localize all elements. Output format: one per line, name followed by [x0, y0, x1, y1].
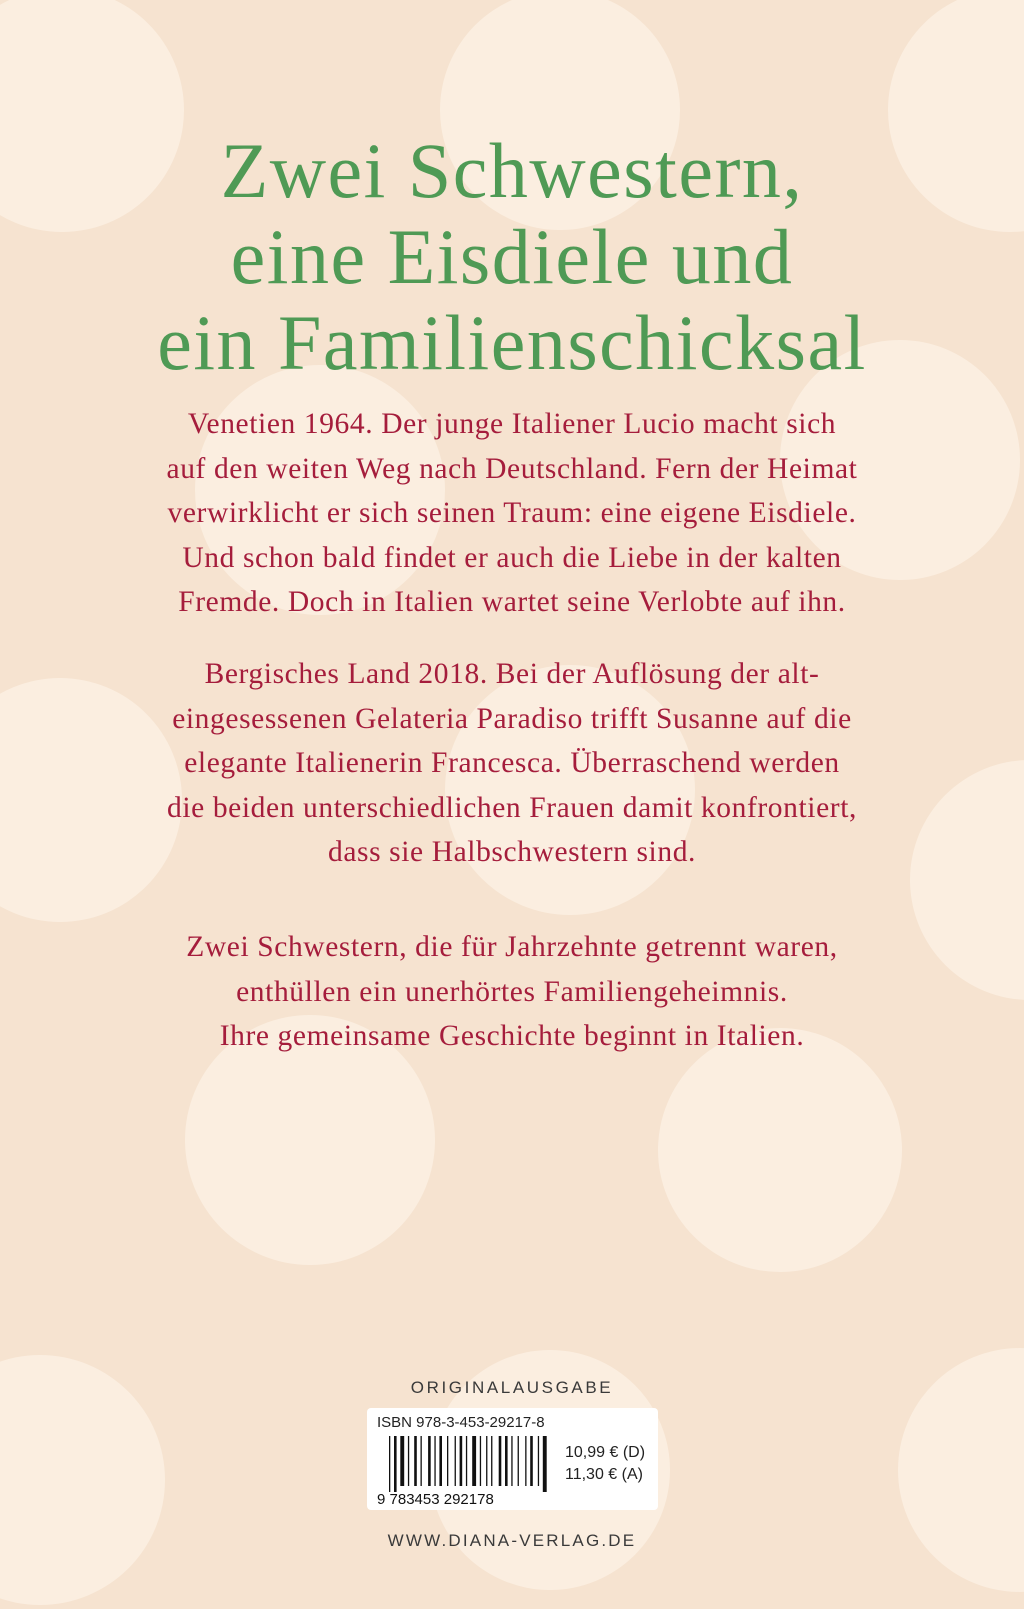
barcode-bar [530, 1436, 533, 1486]
headline-line-1: Zwei Schwestern, [220, 127, 804, 214]
barcode-bar [439, 1436, 442, 1486]
barcode-bar [538, 1436, 539, 1486]
barcode-bar [400, 1436, 404, 1486]
barcode-bar [505, 1436, 508, 1486]
barcode-bar [499, 1436, 502, 1486]
price-austria: 11,30 € (A) [565, 1466, 643, 1483]
barcode-bar [434, 1436, 435, 1486]
barcode-bar [518, 1436, 519, 1486]
barcode-bar [525, 1436, 526, 1486]
barcode-bar [408, 1436, 409, 1486]
blurb-line: dass sie Halbschwestern sind. [327, 836, 697, 868]
barcode-bar [414, 1436, 417, 1486]
barcode-digits: 9 783453 292178 [377, 1491, 494, 1506]
barcode-bar [466, 1436, 467, 1486]
blurb-paragraph-1 [0, 402, 1024, 625]
barcode-bar [480, 1436, 481, 1486]
blurb-line: Und schon bald findet er auch die Liebe in der kalten [182, 541, 842, 574]
blurb-paragraph-2 [0, 652, 1024, 875]
blurb-line: Venetien 1964. Der junge Italiener Lucio macht sich [187, 408, 837, 440]
barcode-bar [511, 1436, 512, 1486]
barcode-image [377, 1436, 557, 1506]
price-germany: 10,99 € (D) [565, 1444, 646, 1461]
blurb-line: Bergisches Land 2018. Bei der Auflösung der alt- [204, 658, 820, 690]
headline-line-3: ein Familienschicksal [157, 299, 867, 386]
blurb-line: Zwei Schwestern, die für Jahrzehnte getrennt waren, [186, 931, 838, 963]
barcode-bar [460, 1436, 463, 1486]
blurb-line: enthüllen ein unerhörtes Familiengeheimnis. [236, 975, 788, 1008]
barcode-bar [421, 1436, 422, 1486]
blurb-line: Fremde. Doch in Italien wartet seine Verlobte auf ihn. [178, 586, 846, 618]
headline-line-2: eine Eisdiele und [230, 213, 794, 300]
blurb-line: elegante Italienerin Francesca. Überraschend werden [184, 747, 840, 779]
blurb-line: auf den weiten Weg nach Deutschland. Fern der Heimat [166, 452, 858, 485]
blurb-paragraph-3 [0, 925, 1024, 1059]
barcode-bar [472, 1436, 476, 1486]
barcode-bar [394, 1436, 397, 1492]
blurb-line: verwirklicht er sich seinen Traum: eine eigene Eisdiele. [167, 497, 857, 529]
barcode-bar [447, 1436, 448, 1486]
barcode-bar [491, 1436, 492, 1486]
blurb-line: die beiden unterschiedlichen Frauen damit konfrontiert, [167, 791, 857, 824]
barcode-bar [389, 1436, 390, 1492]
edition-label: ORIGINALAUSGABE [410, 1378, 614, 1397]
blurb-line: eingesessenen Gelateria Paradiso trifft Susanne auf die [172, 702, 852, 735]
publisher-website: WWW.DIANA-VERLAG.DE [387, 1531, 637, 1550]
blurb-line: Ihre gemeinsame Geschichte beginnt in Italien. [219, 1020, 805, 1052]
barcode-bar [455, 1436, 456, 1486]
barcode-bar [428, 1436, 431, 1486]
barcode-box [367, 1408, 658, 1510]
barcode-bar [486, 1436, 487, 1486]
headline [0, 128, 1024, 386]
isbn-label: ISBN 978-3-453-29217-8 [377, 1414, 545, 1431]
barcode-bar [543, 1436, 547, 1492]
